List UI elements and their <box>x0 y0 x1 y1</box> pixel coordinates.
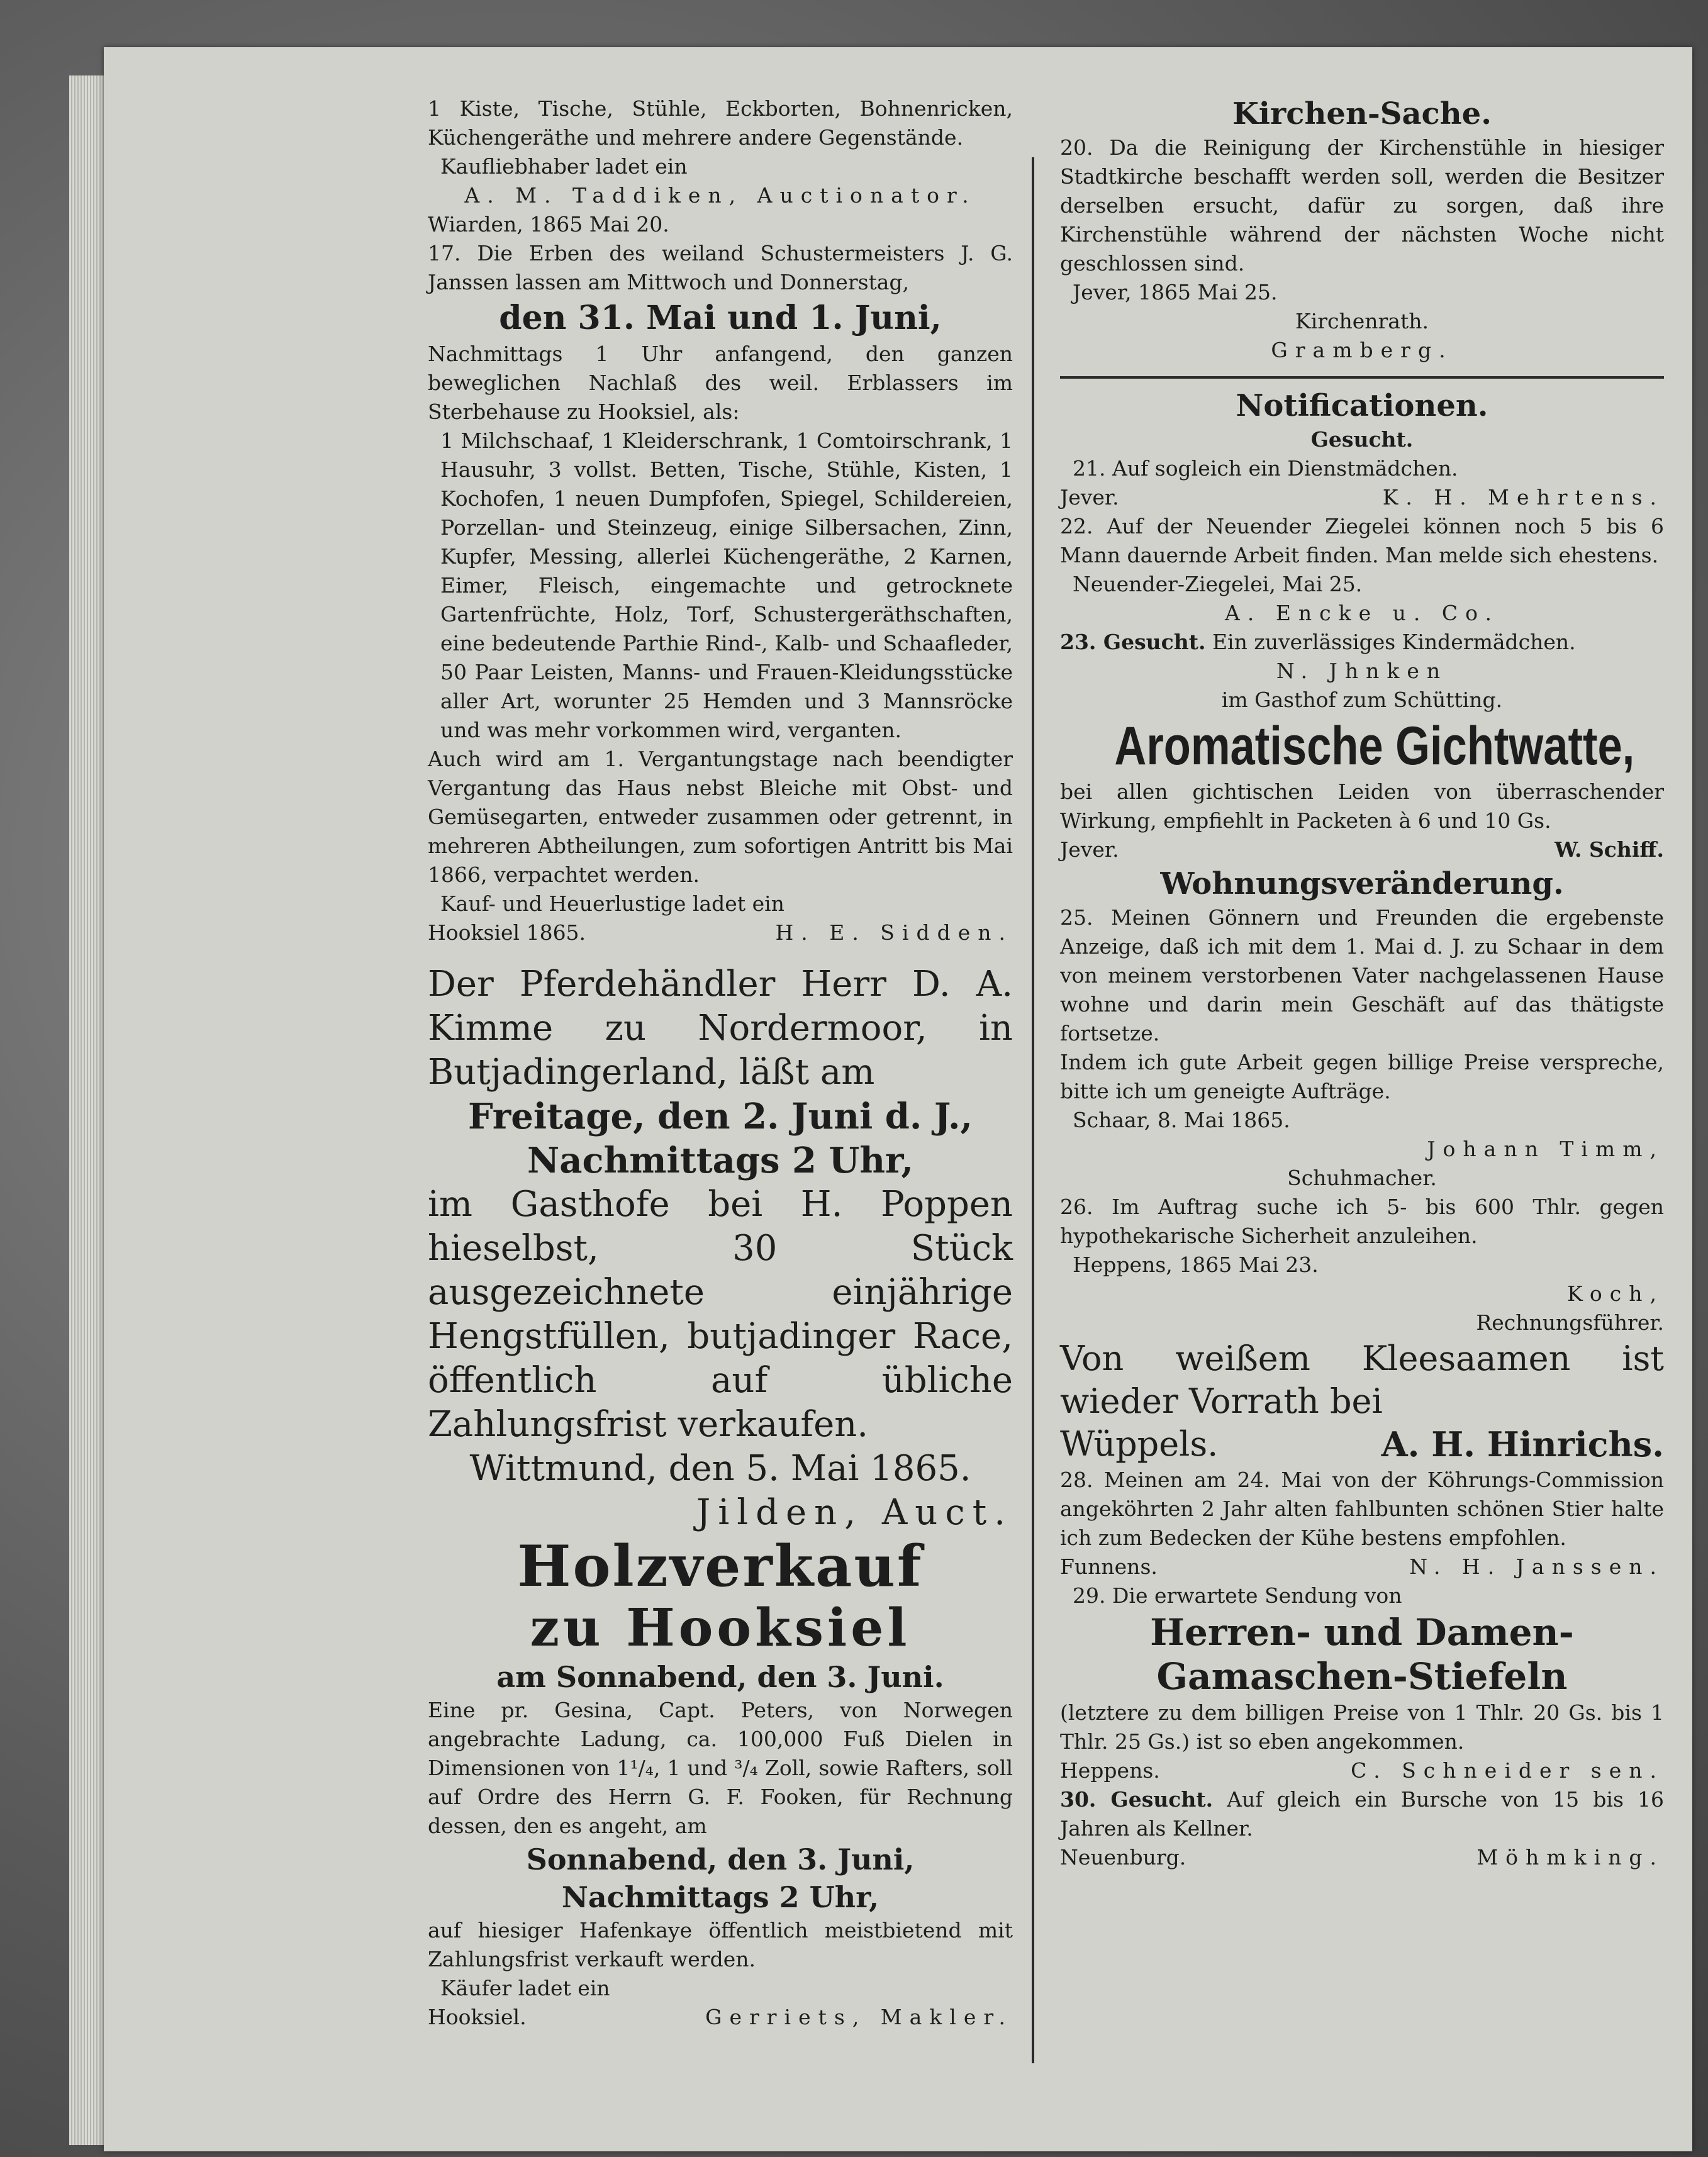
notice-29-body: (letztere zu dem billigen Preise von 1 Thlr. 20 Gs. bis 1 Thlr. 25 Gs.) ist so eben angekommen. <box>1060 1700 1664 1754</box>
notice-22-date: Neuender-Ziegelei, Mai 25. <box>1073 572 1363 596</box>
right-column <box>1060 94 1664 1872</box>
notice-17-items: 1 Milchschaaf, 1 Kleiderschrank, 1 Comtoirschrank, 1 Hausuhr, 3 vollst. Betten, Tische, Stühle, Kisten, 1 Kochofen, 1 neuen Dumpfofen, Spiegel, Schildereien, Porzellan- und Steinzeug, einige Silbersachen, Zinn, Kupfer, Messing, allerlei Küchengeräthe, 2 Karnen, Eimer, Fleisch, eingemachte und getrocknete Gartenfrüchte, Holz, Torf, Schustergeräthschaften, eine bedeutende Parthie Rind-, Kalb- und Schaafleder, 50 Paar Leisten, Manns- und Frauen-Kleidungsstücke aller Art, worunter 25 Hemden und 3 Mannsröcke und was mehr vorkommen wird, verganten. <box>440 428 1013 742</box>
clover-seed-signature <box>1060 1423 1664 1466</box>
notice-17-place: Hooksiel 1865. <box>428 920 586 945</box>
notice-20-council: Kirchenrath. <box>1295 309 1429 333</box>
notice-23-name: N. Jhnken <box>1276 659 1448 683</box>
notice-17-invite: Kauf- und Heuerlustige ladet ein <box>440 891 784 916</box>
wood-sale-date-2: Sonnabend, den 3. Juni, <box>526 1842 915 1876</box>
notice-17-name: H. E. Sidden. <box>775 920 1013 945</box>
notice-25-trade: Schuhmacher. <box>1287 1166 1437 1190</box>
notice-21-signature <box>1060 483 1664 512</box>
notice-29-name: C. Schneider sen. <box>1351 1758 1664 1783</box>
text-l3: A. M. Taddiken, Auctionator. <box>464 183 976 208</box>
notice-23-location: im Gasthof zum Schütting. <box>1221 688 1503 712</box>
notice-21-place: Jever. <box>1060 485 1119 510</box>
left-column <box>428 94 1013 2032</box>
horse-notice-date: Freitage, den 2. Juni d. J., <box>467 1096 973 1137</box>
horse-notice-signature: Jilden, Auct. <box>696 1492 1013 1533</box>
wood-sale-date: am Sonnabend, den 3. Juni. <box>496 1660 944 1694</box>
wanted-heading: Gesucht. <box>1310 427 1414 452</box>
notice-22: 22. Auf der Neuender Ziegelei können noch 5 bis 6 Mann dauernde Arbeit finden. Man melde sich ehestens. <box>1060 514 1664 567</box>
text-l4: Wiarden, 1865 Mai 20. <box>428 212 669 237</box>
notice-28-place: Funnens. <box>1060 1554 1158 1579</box>
notice-17: 17. Die Erben des weiland Schustermeisters J. G. Janssen lassen am Mittwoch und Donnerstag, <box>428 241 1013 294</box>
notice-30-place: Neuenburg. <box>1060 1845 1186 1870</box>
notice-20-name: Gramberg. <box>1271 338 1453 362</box>
clover-seed-name: A. H. Hinrichs. <box>1381 1424 1664 1464</box>
notice-26-title: Rechnungsführer. <box>1476 1310 1664 1335</box>
wood-sale-name: Gerriets, Makler. <box>705 2005 1013 2029</box>
wood-sale-title: Holzverkauf <box>517 1533 924 1600</box>
notice-29-headline-1: Herren- und Damen- <box>1150 1611 1574 1654</box>
notice-29-place: Heppens. <box>1060 1758 1160 1783</box>
notice-30-signature <box>1060 1843 1664 1872</box>
notice-17-date: den 31. Mai und 1. Juni, <box>499 299 942 337</box>
notice-17-lease: Auch wird am 1. Vergantungstage nach beendigter Vergantung das Haus nebst Bleiche mit Obst- und Gemüsegarten, entweder zusammen oder getrennt, in mehreren Abtheilungen, zum sofortigen Antritt bis Mai 1866, verpachtet werden. <box>428 747 1013 887</box>
wood-sale-body: Eine pr. Gesina, Capt. Peters, von Norwegen angebrachte Ladung, ca. 100,000 Fuß Dielen in Dimensionen von 1¹/₄, 1 und ³/₄ Zoll, sowie Rafters, soll auf Ordre des Herrn G. F. Fooken, für Rechnung dessen, den es angeht, am <box>428 1698 1013 1838</box>
page-edges <box>69 75 107 2145</box>
notice-29-headline-2: Gamaschen-Stiefeln <box>1156 1655 1568 1698</box>
notice-23-text: Ein zuverlässiges Kindermädchen. <box>1212 630 1576 654</box>
wood-sale-time: Nachmittags 2 Uhr, <box>561 1880 879 1914</box>
notice-20-date: Jever, 1865 Mai 25. <box>1073 280 1278 304</box>
notice-29-signature <box>1060 1756 1664 1785</box>
notice-25-date: Schaar, 8. Mai 1865. <box>1073 1108 1290 1132</box>
notice-21: 21. Auf sogleich ein Dienstmädchen. <box>1073 456 1458 481</box>
notice-26-date: Heppens, 1865 Mai 23. <box>1073 1252 1319 1277</box>
wood-sale-signature <box>428 2003 1013 2032</box>
wood-sale-invite: Käufer ladet ein <box>440 1976 610 2000</box>
notice-30-name: Möhmking. <box>1476 1845 1664 1870</box>
notice-28-name: N. H. Janssen. <box>1409 1554 1664 1579</box>
wood-sale-place: zu Hooksiel <box>530 1598 911 1658</box>
notice-26: 26. Im Auftrag suche ich 5- bis 600 Thlr. gegen hypothekarische Sicherheit anzuleihen. <box>1060 1195 1664 1248</box>
gout-wadding-title: Aromatische Gichtwatte, <box>1114 716 1635 776</box>
wood-sale-place-sig: Hooksiel. <box>428 2005 527 2029</box>
notice-21-name: K. H. Mehrtens. <box>1382 485 1664 510</box>
notice-23-label: 23. Gesucht. <box>1060 630 1206 654</box>
column-divider <box>1032 157 1034 2063</box>
notice-30-label: 30. Gesucht. <box>1060 1787 1214 1812</box>
notice-25-name: Johann Timm, <box>1427 1137 1664 1161</box>
moving-heading: Wohnungsveränderung. <box>1160 866 1564 901</box>
gout-wadding-signature <box>1060 835 1664 864</box>
notice-30 <box>1060 1785 1664 1843</box>
notice-17-signature <box>428 918 1013 947</box>
notice-30-text: Auf gleich ein Bursche von 15 bis 16 Jahren als Kellner. <box>1060 1787 1664 1841</box>
notice-17-b: Nachmittags 1 Uhr anfangend, den ganzen beweglichen Nachlaß des weil. Erblassers im Sterbehause zu Hooksiel, als: <box>428 342 1013 424</box>
notifications-heading: Notificationen. <box>1236 388 1488 423</box>
text-l1: 1 Kiste, Tische, Stühle, Eckborten, Bohnenricken, Küchengeräthe und mehrere andere Gegenstände. <box>428 96 1013 150</box>
notice-25: 25. Meinen Gönnern und Freunden die ergebenste Anzeige, daß ich mit dem 1. Mai d. J. zu Schaar in dem von meinem verstorbenen Vater nachgelassenen Hause wohne und darin mein Geschäft auf das thätigste fortsetze. <box>1060 905 1664 1045</box>
gout-wadding-place: Jever. <box>1060 837 1119 862</box>
wood-sale-terms: auf hiesiger Hafenkaye öffentlich meistbietend mit Zahlungsfrist verkauft werden. <box>428 1918 1013 1971</box>
notice-28: 28. Meinen am 24. Mai von der Köhrungs-Commission angeköhrten 2 Jahr alten fahlbunten schönen Stier halte ich zum Bedecken der Kühe bestens empfohlen. <box>1060 1468 1664 1550</box>
horse-notice-intro: Der Pferdehändler Herr D. A. Kimme zu Nordermoor, in Butjadingerland, läßt am <box>428 964 1013 1093</box>
horse-notice-body: im Gasthofe bei H. Poppen hieselbst, 30 Stück ausgezeichnete einjährige Hengstfüllen, butjadinger Race, öffentlich auf übliche Zahlungsfrist verkaufen. <box>428 1184 1013 1445</box>
horse-notice-time: Nachmittags 2 Uhr, <box>527 1140 913 1181</box>
church-heading: Kirchen-Sache. <box>1232 96 1492 131</box>
notice-22-name: A. Encke u. Co. <box>1225 601 1499 625</box>
horse-notice-date-place: Wittmund, den 5. Mai 1865. <box>469 1448 971 1489</box>
clover-seed-notice: Von weißem Kleesaamen ist wieder Vorrath bei <box>1060 1339 1664 1421</box>
notice-26-name: Koch, <box>1567 1281 1664 1306</box>
notice-25-b: Indem ich gute Arbeit gegen billige Preise verspreche, bitte ich um geneigte Aufträge. <box>1060 1050 1664 1103</box>
text-l2: Kaufliebhaber ladet ein <box>440 154 688 179</box>
section-rule <box>1060 376 1664 379</box>
notice-20: 20. Da die Reinigung der Kirchenstühle in hiesiger Stadtkirche beschafft werden soll, werden die Besitzer derselben ersucht, dafür zu sorgen, daß ihre Kirchenstühle während der nächsten Woche nicht geschlossen sind. <box>1060 135 1664 276</box>
notice-23 <box>1060 628 1664 657</box>
notice-28-signature <box>1060 1552 1664 1581</box>
notice-29: 29. Die erwartete Sendung von <box>1073 1583 1402 1608</box>
gout-wadding-name: W. Schiff. <box>1555 837 1664 862</box>
clover-seed-place: Wüppels. <box>1060 1424 1219 1464</box>
gout-wadding-text: bei allen gichtischen Leiden von überraschender Wirkung, empfiehlt in Packeten à 6 und 10 Gs. <box>1060 779 1664 833</box>
